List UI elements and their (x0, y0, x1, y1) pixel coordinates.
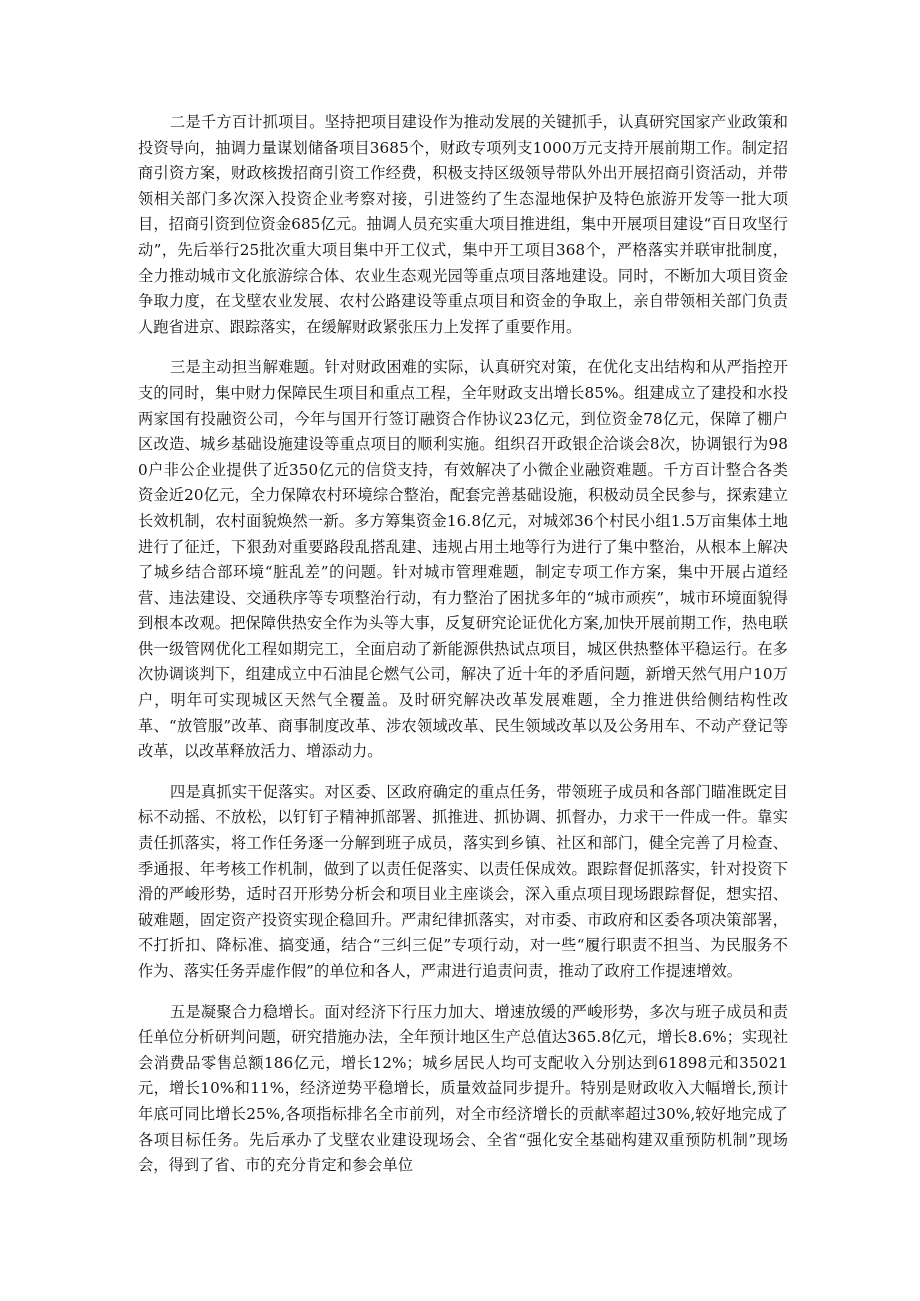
paragraph-solve-problems: 三是主动担当解难题。针对财政困难的实际，认真研究对策，在优化支出结构和从严指控开支的同时，集中财力保障民生项目和重点工程，全年财政支出增长85%。组建成立了建投和水投两家国有投融资公司，今年与国开行签订融资合作协议23亿元，到位资金78亿元，保障了棚户区改造、城乡基础设施建设等重点项目的顺利实施。组织召开政银企洽谈会8次，协调银行为980户非公企业提供了近350亿元的信贷支持，有效解决了小微企业融资难题。千方百计整合各类资金近20亿元，全力保障农村环境综合整治，配套完善基础设施，积极动员全民参与，探索建立长效机制，农村面貌焕然一新。多方筹集资金16.8亿元，对城郊36个村民小组1.5万亩集体土地进行了征迁，下狠劲对重要路段乱搭乱建、违规占用土地等行为进行了集中整治，从根本上解决了城乡结合部环境“脏乱差”的问题。针对城市管理难题，制定专项工作方案，集中开展占道经营、违法建设、交通秩序等专项整治行动，有力整治了困扰多年的“城市顽疾”，城市环境面貌得到根本改观。把保障供热安全作为头等大事，反复研究论证优化方案,加快开展前期工作，热电联供一级管网优化工程如期完工，全面启动了新能源供热试点项目，城区供热整体平稳运行。在多次协调谈判下，组建成立中石油昆仑燃气公司，解决了近十年的矛盾问题，新增天然气用户10万户，明年可实现城区天然气全覆盖。及时研究解决改革发展难题，全力推进供给侧结构性改革、“放管服”改革、商事制度改革、涉农领域改革、民生领域改革以及公务用车、不动产登记等改革，以改革释放活力、增添动力。 (138, 358, 788, 761)
paragraph-project-construction: 二是千方百计抓项目。坚持把项目建设作为推动发展的关键抓手，认真研究国家产业政策和投资导向，抽调力量谋划储备项目3685个，财政专项列支1000万元支持开展前期工作。制定招商引资方案，财政核拨招商引资工作经费，积极支持区级领导带队外出开展招商引资活动，并带领相关部门多次深入投资企业考察对接，引进签约了生态湿地保护及特色旅游开发等一批大项目，招商引资到位资金685亿元。抽调人员充实重大项目推进组，集中开展项目建设“百日攻坚行动”，先后举行25批次重大项目集中开工仪式，集中开工项目368个，严格落实并联审批制度，全力推动城市文化旅游综合体、农业生态观光园等重点项目落地建设。同时，不断加大项目资金争取力度，在戈壁农业发展、农村公路建设等重点项目和资金的争取上，亲自带领相关部门负责人跑省进京、跟踪落实，在缓解财政紧张压力上发挥了重要作用。 (138, 113, 788, 336)
document-body (138, 110, 788, 1194)
paragraph-stable-growth: 五是凝聚合力稳增长。面对经济下行压力加大、增速放缓的严峻形势，多次与班子成员和责任单位分析研判问题，研究措施办法，全年预计地区生产总值达365.8亿元，增长8.6%；实现社会消费品零售总额186亿元，增长12%；城乡居民人均可支配收入分别达到61898元和35021元，增长10%和11%，经济逆势平稳增长，质量效益同步提升。特别是财政收入大幅增长,预计年底可同比增长25%,各项指标排名全市前列，对全市经济增长的贡献率超过30%,较好地完成了各项目标任务。先后承办了戈壁农业建设现场会、全省“强化安全基础构建双重预防机制”现场会，得到了省、市的充分肯定和参会单位 (138, 1002, 788, 1175)
paragraph-implementation: 四是真抓实干促落实。对区委、区政府确定的重点任务，带领班子成员和各部门瞄准既定目标不动摇、不放松，以钉钉子精神抓部署、抓推进、抓协调、抓督办，力求干一件成一件。靠实责任抓落实，将工作任务逐一分解到班子成员，落实到乡镇、社区和部门，健全完善了月检查、季通报、年考核工作机制，做到了以责任促落实、以责任保成效。跟踪督促抓落实，针对投资下滑的严峻形势，适时召开形势分析会和项目业主座谈会，深入重点项目现场跟踪督促，想实招、破难题，固定资产投资实现企稳回升。严肃纪律抓落实，对市委、市政府和区委各项决策部署，不打折扣、降标准、搞变通，结合“三纠三促”专项行动，对一些“履行职责不担当、为民服务不作为、落实任务弄虚作假”的单位和各人，严肃进行追责问责，推动了政府工作提速增效。 (138, 782, 788, 980)
